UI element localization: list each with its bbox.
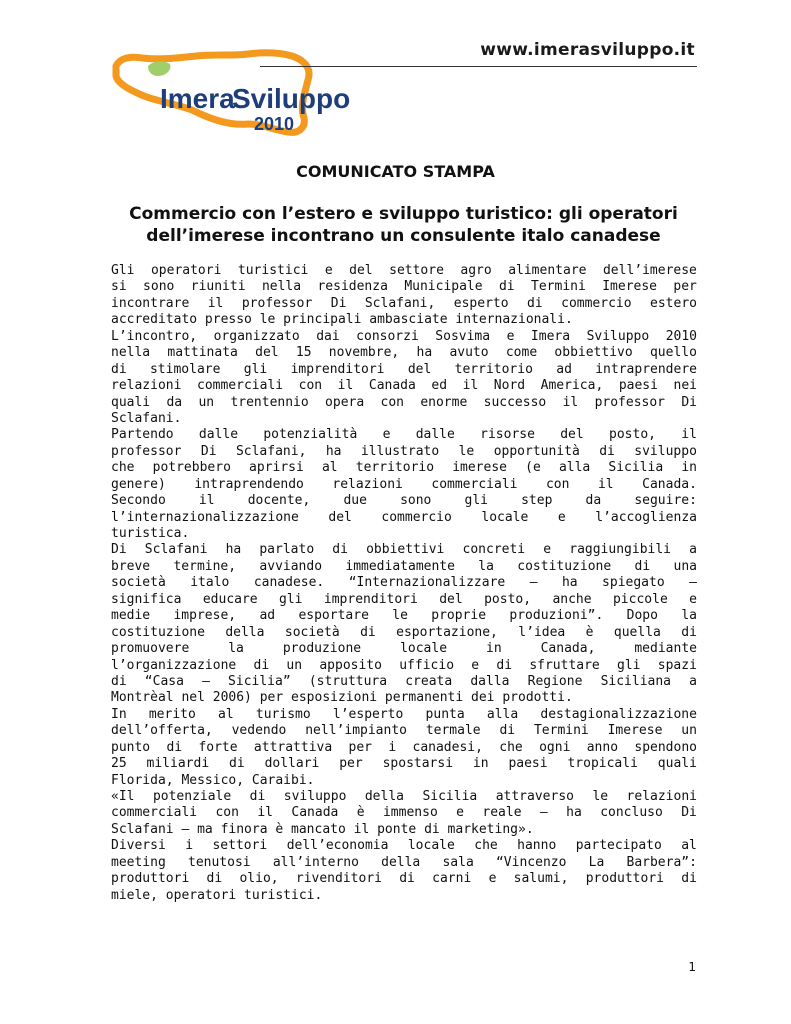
text-line: incontrare il professor Di Sclafani, esperto di commercio estero: [111, 295, 697, 311]
text-line: miele, operatori turistici.: [111, 887, 323, 903]
svg-text:Sviluppo: Sviluppo: [232, 83, 351, 114]
text-line: l’internazionalizzazione del commercio locale e l’accoglienza: [111, 509, 697, 525]
text-line: nella mattinata del 15 novembre, ha avuto come obbiettivo quello: [111, 345, 697, 361]
text-line: punto di forte attrattiva per i canadesi, che ogni anno spendono: [111, 739, 697, 755]
text-line: Partendo dalle potenzialità e dalle risorse del posto, il: [111, 427, 697, 443]
text-line: si sono riuniti nella residenza Municipale di Termini Imerese per: [111, 279, 697, 295]
page-number: 1: [688, 960, 696, 974]
text-line: In merito al turismo l’esperto punta alla destagionalizzazione: [111, 706, 697, 722]
text-line: L’incontro, organizzato dai consorzi Sosvima e Imera Sviluppo 2010: [111, 328, 697, 344]
text-line: di “Casa – Sicilia” (struttura creata dalla Regione Siciliana a: [111, 673, 697, 689]
text-line: Di Sclafani ha parlato di obbiettivi concreti e raggiungibili a: [111, 542, 697, 558]
text-line: turistica.: [111, 526, 190, 541]
text-line: Sclafani.: [111, 410, 182, 426]
body-text: [111, 263, 697, 904]
site-url: www.imerasviluppo.it: [480, 40, 695, 60]
imera-sviluppo-logo: [108, 44, 351, 138]
text-line: quali da un trentennio opera con enorme successo il professor Di: [111, 394, 697, 410]
text-line: breve termine, avviando immediatamente la costituzione di una: [111, 558, 697, 574]
text-line: Sclafani – ma finora è mancato il ponte di marketing».: [111, 821, 534, 837]
text-line: meeting tenutosi all’interno della sala “Vincenzo La Barbera”:: [111, 854, 697, 870]
text-line: di stimolare gli imprenditori del territorio ad intraprendere: [111, 361, 697, 377]
headline-line: dell’imerese incontrano un consulente italo canadese: [146, 226, 661, 246]
text-line: società italo canadese. “Internazionalizzare – ha spiegato –: [111, 575, 697, 591]
text-line: che potrebbero aprirsi al territorio imerese (e alla Sicilia in: [111, 460, 697, 476]
text-line: Secondo il docente, due sono gli step da seguire:: [111, 493, 697, 509]
text-line: Florida, Messico, Caraibi.: [111, 772, 315, 788]
text-line: significa educare gli imprenditori del posto, anche piccole e: [111, 591, 697, 607]
text-line: Diversi i settori dell’economia locale che hanno partecipato al: [111, 838, 697, 854]
text-line: professor Di Sclafani, ha illustrato le opportunità di sviluppo: [111, 443, 697, 459]
text-line: costituzione della società di esportazione, l’idea è quella di: [111, 624, 697, 640]
text-line: genere) intraprendendo relazioni commerciali con il Canada.: [111, 476, 697, 492]
text-line: commerciali con il Canada è immenso e reale – ha concluso Di: [111, 805, 697, 821]
text-line: l’organizzazione di un apposito ufficio e di sfruttare gli spazi: [111, 657, 697, 673]
text-line: accreditato presso le principali ambasciate internazionali.: [111, 312, 573, 328]
text-line: 25 miliardi di dollari per spostarsi in paesi tropicali quali: [111, 756, 697, 772]
green-leaf-icon: [148, 61, 170, 76]
text-line: medie imprese, ad esportare le proprie produzioni”. Dopo la: [111, 608, 697, 624]
text-line: produttori di olio, rivenditori di carni e salumi, produttori di: [111, 871, 697, 887]
text-line: promuovere la produzione locale in Canada, mediante: [111, 641, 697, 657]
text-line: relazioni commerciali con il Canada ed il Nord America, paesi nei: [111, 378, 697, 394]
document-type-title: COMUNICATO STAMPA: [296, 162, 495, 181]
header-divider: [260, 66, 697, 67]
headline-line: Commercio con l’estero e sviluppo turistico: gli operatori: [129, 204, 678, 224]
headline: [110, 203, 697, 247]
text-line: Gli operatori turistici e del settore agro alimentare dell’imerese: [111, 263, 697, 278]
svg-text:Imera: Imera: [160, 83, 235, 114]
text-line: dell’offerta, vedendo nell’impianto termale di Termini Imerese un: [111, 723, 697, 739]
text-line: Montrèal nel 2006) per esposizioni permanenti dei prodotti.: [111, 690, 573, 706]
text-line: «Il potenziale di sviluppo della Sicilia attraverso le relazioni: [111, 789, 697, 804]
svg-text:2010: 2010: [254, 114, 295, 134]
